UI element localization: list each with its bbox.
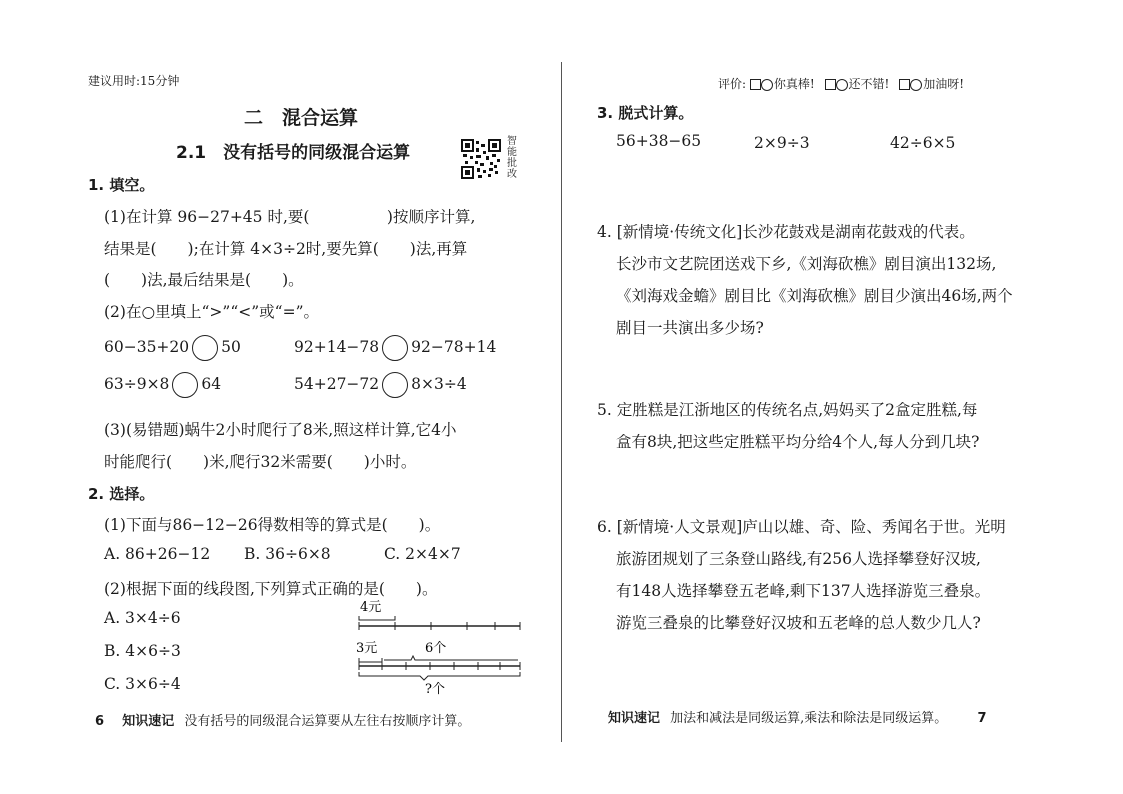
checkbox[interactable] xyxy=(899,79,910,90)
q2-p2-option-a[interactable]: A. 3×4÷6 xyxy=(104,609,181,627)
right-footer-tag: 知识速记 xyxy=(608,711,661,726)
q2-p2-option-b[interactable]: B. 4×6÷3 xyxy=(104,642,181,660)
diagram-top-label: 4元 xyxy=(360,600,382,615)
mid-brace xyxy=(359,658,382,662)
answer-circle[interactable] xyxy=(382,372,408,398)
q4-line-2: 长沙市文艺院团送戏下乡,《刘海砍樵》剧目演出132场, xyxy=(616,255,997,273)
answer-circle[interactable] xyxy=(192,335,218,361)
compare-item-4: 54+27−72 8×3÷4 xyxy=(294,372,467,398)
answer-circle[interactable] xyxy=(172,372,198,398)
qr-code-icon[interactable] xyxy=(461,139,501,179)
q1-p1-line1: (1)在计算 96−27+45 时,要( )按顺序计算, xyxy=(104,208,476,226)
q3-heading: 3. 脱式计算。 xyxy=(597,104,694,122)
checkbox[interactable] xyxy=(750,79,761,90)
q5-line-2: 盒有8块,把这些定胜糕平均分给4个人,每人分到几块? xyxy=(616,433,980,451)
q2-p2-option-c[interactable]: C. 3×6÷4 xyxy=(104,675,181,693)
chapter-title: 二 混合运算 xyxy=(244,107,359,129)
smile-icon xyxy=(836,79,848,91)
diagram-mid-left-label: 3元 xyxy=(356,641,378,656)
q2-p2-stem: (2)根据下面的线段图,下列算式正确的是( )。 xyxy=(104,580,438,598)
page-divider xyxy=(561,62,562,742)
q3-item-2: 2×9÷3 xyxy=(754,134,810,152)
q1-p3-line2: 时能爬行( )米,爬行32米需要( )小时。 xyxy=(104,453,417,471)
top-brace xyxy=(359,616,395,620)
smile-icon xyxy=(910,79,922,91)
q2-heading: 2. 选择。 xyxy=(88,485,155,503)
q2-option-b[interactable]: B. 36÷6×8 xyxy=(244,545,331,563)
q2-option-c[interactable]: C. 2×4×7 xyxy=(384,545,461,563)
q2-option-a[interactable]: A. 86+26−12 xyxy=(104,545,211,563)
right-page-number: 7 xyxy=(977,711,987,726)
left-footer-text: 没有括号的同级混合运算要从左往右按顺序计算。 xyxy=(184,714,471,729)
q1-p1-line3: ( )法,最后结果是( )。 xyxy=(104,271,304,289)
q1-p3-line1: (3)(易错题)蜗牛2小时爬行了8米,照这样计算,它4小 xyxy=(104,421,457,439)
compare-item-1: 60−35+20 50 xyxy=(104,335,241,361)
q4-line-3: 《刘海戏金蟾》剧目比《刘海砍樵》剧目少演出46场,两个 xyxy=(616,287,1013,305)
bottom-brace xyxy=(359,672,520,680)
q1-p2-intro: (2)在○里填上“>”“<”或“=”。 xyxy=(104,303,319,321)
left-page-number: 6 xyxy=(95,714,105,729)
section-title: 2.1 没有括号的同级混合运算 xyxy=(176,143,411,163)
q1-heading: 1. 填空。 xyxy=(88,176,155,194)
right-footer-text: 加法和减法是同级运算,乘法和除法是同级运算。 xyxy=(670,711,948,726)
q6-line-4: 游览三叠泉的比攀登好汉坡和五老峰的总人数少几人? xyxy=(616,614,981,632)
q3-item-3: 42÷6×5 xyxy=(890,134,956,152)
diagram-bottom-label: ?个 xyxy=(425,682,445,696)
q6-line-2: 旅游团规划了三条登山路线,有256人选择攀登好汉坡, xyxy=(616,550,981,568)
q4-line-4: 剧目一共演出多少场? xyxy=(616,319,764,337)
mid-right-brace xyxy=(384,656,518,660)
q6-line-1: 6. [新情境·人文景观]庐山以雄、奇、险、秀闻名于世。光明 xyxy=(597,518,1006,536)
q1-p1-line2: 结果是( );在计算 4×3÷2时,要先算( )法,再算 xyxy=(104,240,468,258)
time-hint: 建议用时:15分钟 xyxy=(88,74,180,88)
compare-item-3: 63÷9×8 64 xyxy=(104,372,221,398)
evaluation-label: 评价: xyxy=(718,77,747,91)
q2-p1-stem: (1)下面与86−12−26得数相等的算式是( )。 xyxy=(104,516,441,534)
q4-line-1: 4. [新情境·传统文化]长沙花鼓戏是湖南花鼓戏的代表。 xyxy=(597,223,975,241)
q6-line-3: 有148人选择攀登五老峰,剩下137人选择游览三叠泉。 xyxy=(616,582,991,600)
evaluation-bar: 评价: 你真棒! 还不错! 加油呀! xyxy=(718,77,965,91)
right-footer xyxy=(608,707,986,726)
diagram-mid-right-label: 6个 xyxy=(425,641,447,656)
q5-line-1: 5. 定胜糕是江浙地区的传统名点,妈妈买了2盒定胜糕,每 xyxy=(597,401,978,419)
left-footer-tag: 知识速记 xyxy=(122,714,175,729)
checkbox[interactable] xyxy=(825,79,836,90)
line-segment-diagram xyxy=(350,596,530,696)
answer-circle[interactable] xyxy=(382,335,408,361)
qr-label: 智能批改 xyxy=(507,136,517,180)
left-footer xyxy=(95,710,470,729)
q3-item-1: 56+38−65 xyxy=(616,132,702,150)
smile-icon xyxy=(761,79,773,91)
compare-item-2: 92+14−78 92−78+14 xyxy=(294,335,496,361)
